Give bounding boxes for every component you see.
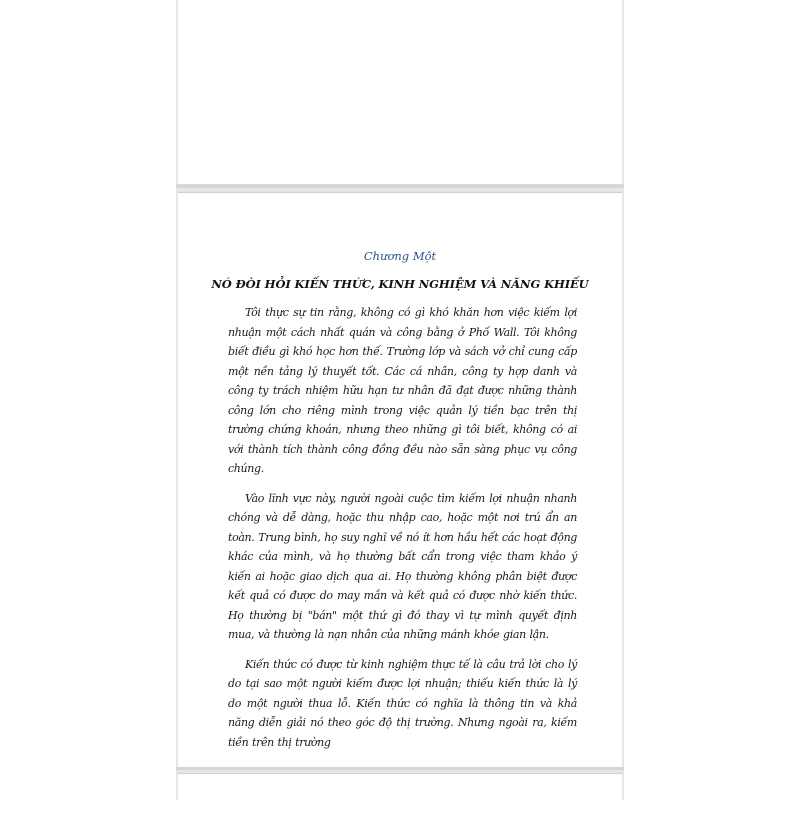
previous-page (178, 0, 622, 185)
next-page (178, 773, 622, 833)
current-page (178, 192, 622, 767)
paragraph: Vào lĩnh vực này, người ngoài cuộc tìm kiếm lợi nhuận nhanh chóng và dễ dàng, hoặc thu nhập cao, hoặc một nơi trú ẩn an toàn. Trung bình, họ suy nghĩ về nó ít hơn hầu hết các hoạt động khác của mình, và họ thường bất cẩn trong việc tham khảo ý kiến ai hoặc giao dịch qua ai. Họ thường không phân biệt được kết quả có được do may mắn và kết quả có được nhờ kiến thức. Họ thường bị "bán" một thứ gì đó thay vì tự mình quyết định mua, và thường là nạn nhân của những mánh khóe gian lận. (228, 491, 577, 641)
paragraph: Tôi thực sự tin rằng, không có gì khó khăn hơn việc kiếm lợi nhuận một cách nhất quán và công bằng ở Phố Wall. Tôi không biết điều gì khó học hơn thế. Trường lớp và sách vở chỉ cung cấp một nền tảng lý thuyết tốt. Các cá nhân, công ty hợp danh và công ty trách nhiệm hữu hạn tư nhân đã đạt được những thành công lớn cho riêng mình trong việc quản lý tiền bạc trên thị trường chứng khoán, nhưng theo những gì tôi biết, không có ai với thành tích thành công đồng đều nào sẵn sàng phục vụ công chúng. (228, 306, 577, 475)
page-separator (176, 767, 624, 770)
chapter-body (228, 303, 577, 762)
page-column[interactable] (176, 0, 624, 800)
chapter-title: NÓ ĐÒI HỎI KIẾN THỨC, KINH NGHIỆM VÀ NĂNG KHIẾU (211, 277, 589, 291)
chapter-label: Chương Một (363, 249, 437, 263)
page-separator (176, 185, 624, 188)
paragraph: Kiến thức có được từ kinh nghiệm thực tế là câu trả lời cho lý do tại sao một người kiếm được lợi nhuận; thiếu kiến thức là lý do một người thua lỗ. Kiến thức có nghĩa là thông tin và khả năng diễn giải nó theo góc độ thị trường. Nhưng ngoài ra, kiếm tiền trên thị trường (228, 657, 577, 749)
